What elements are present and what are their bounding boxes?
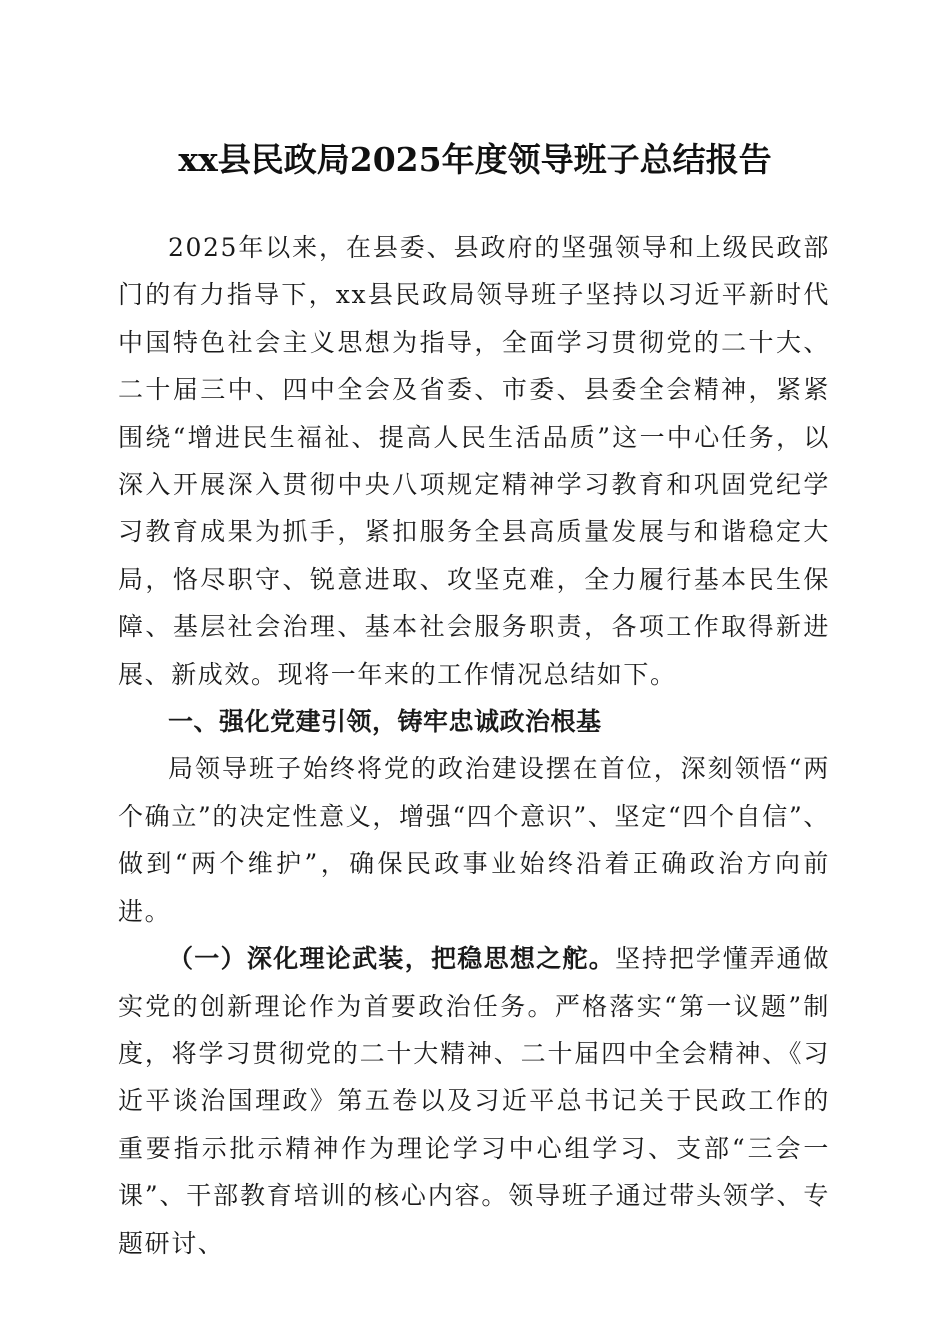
- section-paragraph: 局领导班子始终将党的政治建设摆在首位，深刻领悟“两个确立”的决定性意义，增强“四个意识”、坚定“四个自信”、做到“两个维护”，确保民政事业始终沿着正确政治方向前进。: [118, 754, 830, 926]
- section-heading: 一、强化党建引领，铸牢忠诚政治根基: [168, 707, 602, 737]
- subsection-title: （一）深化理论武装，把稳思想之舵。: [168, 944, 616, 974]
- document-title: xx县民政局2025年度领导班子总结报告: [178, 140, 772, 179]
- document-body: [118, 224, 830, 1267]
- subsection-text: 坚持把学懂弄通做实党的创新理论作为首要政治任务。严格落实“第一议题”制度，将学习贯彻党的二十大精神、二十届四中全会精神、《习近平谈治国理政》第五卷以及习近平总书记关于民政工作的重要指示批示精神作为理论学习中心组学习、支部“三会一课”、干部教育培训的核心内容。领导班子通过带头领学、专题研讨、: [118, 944, 830, 1258]
- intro-paragraph: 2025年以来，在县委、县政府的坚强领导和上级民政部门的有力指导下，xx县民政局领导班子坚持以习近平新时代中国特色社会主义思想为指导，全面学习贯彻党的二十大、二十届三中、四中全会及省委、市委、县委全会精神，紧紧围绕“增进民生福祉、提高人民生活品质”这一中心任务，以深入开展深入贯彻中央八项规定精神学习教育和巩固党纪学习教育成果为抓手，紧扣服务全县高质量发展与和谐稳定大局，恪尽职守、锐意进取、攻坚克难，全力履行基本民生保障、基层社会治理、基本社会服务职责，各项工作取得新进展、新成效。现将一年来的工作情况总结如下。: [118, 233, 830, 689]
- subsection-paragraph: [118, 935, 830, 1267]
